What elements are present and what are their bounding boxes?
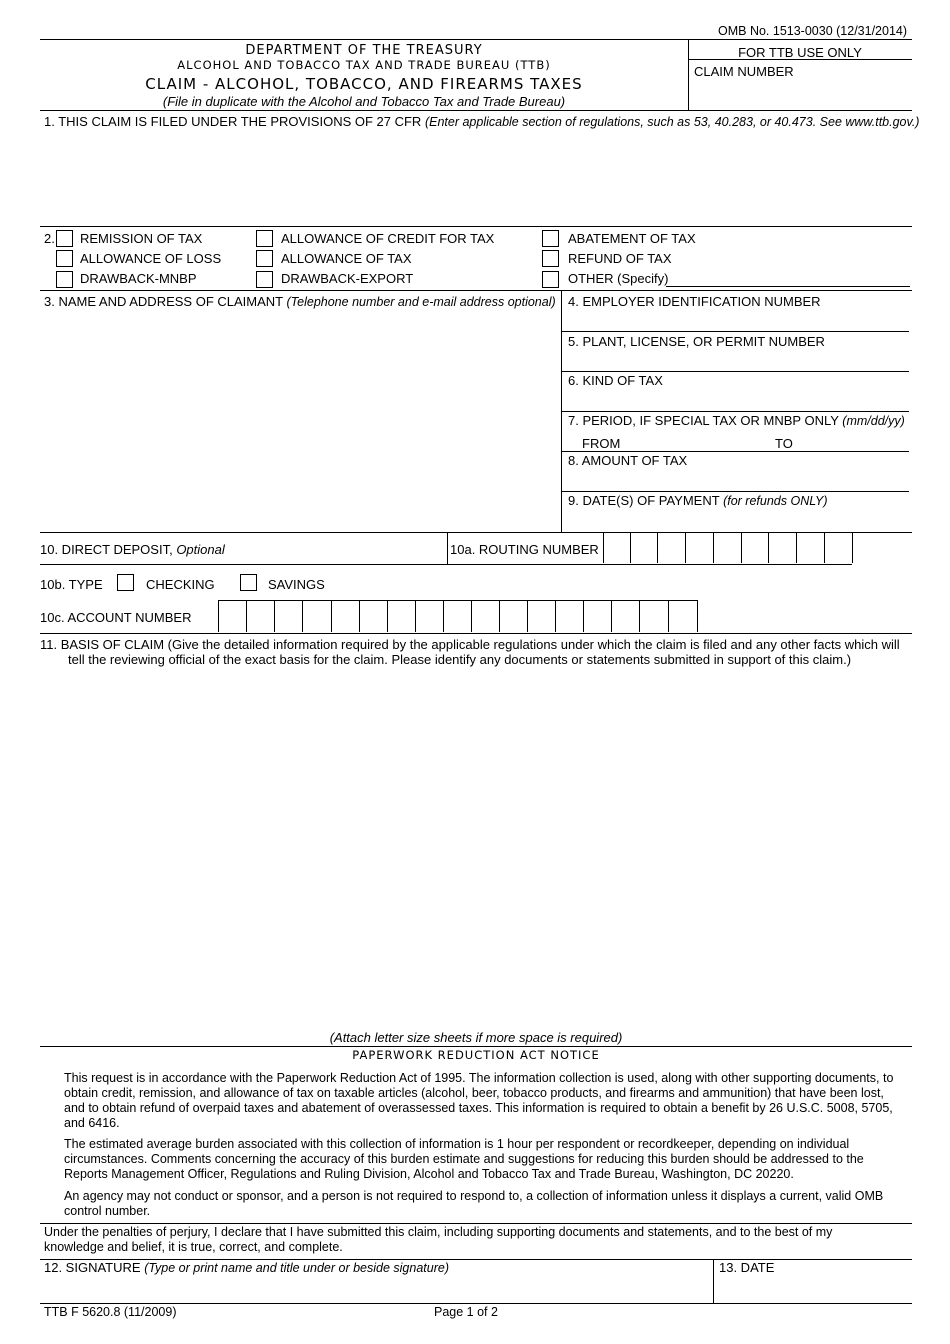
basis-of-claim-label: 11. BASIS OF CLAIM (Give the detailed information required by the applicable regulations under which the claim is filed and any other facts which will	[40, 637, 900, 652]
header-top-rule	[40, 39, 912, 40]
account-digit-5[interactable]	[331, 600, 360, 632]
form-title: CLAIM - ALCOHOL, TOBACCO, AND FIREARMS TAXES	[145, 75, 583, 93]
other-specify-label: OTHER (Specify)	[568, 271, 669, 286]
ttb-rule	[688, 59, 912, 60]
bureau-name: ALCOHOL AND TOBACCO TAX AND TRADE BUREAU (TTB)	[177, 58, 551, 72]
basis-of-claim-label-cont: tell the reviewing official of the exact basis for the claim. Please identify any documents or statements submitted in support of this claim.)	[68, 652, 852, 667]
cfr-provisions-field[interactable]	[44, 132, 910, 224]
account-digit-14[interactable]	[583, 600, 612, 632]
account-digit-11[interactable]	[499, 600, 528, 632]
savings-checkbox[interactable]	[240, 574, 257, 591]
checking-checkbox[interactable]	[117, 574, 134, 591]
remission-of-tax-label: REMISSION OF TAX	[80, 231, 203, 246]
permit-label: 5. PLANT, LICENSE, OR PERMIT NUMBER	[568, 334, 825, 349]
signature-divider	[713, 1259, 714, 1303]
amount-of-tax-label: 8. AMOUNT OF TAX	[568, 453, 688, 468]
omb-number: OMB No. 1513-0030 (12/31/2014)	[718, 24, 908, 38]
claimant-name-address-field[interactable]	[44, 312, 556, 528]
checking-label: CHECKING	[146, 577, 215, 592]
routing-digit-7[interactable]	[768, 533, 797, 563]
payment-date-field[interactable]	[566, 511, 908, 529]
department-name: DEPARTMENT OF THE TREASURY	[245, 43, 483, 58]
account-digit-13[interactable]	[555, 600, 584, 632]
attach-sheets-note: (Attach letter size sheets if more space is required)	[329, 1030, 623, 1045]
account-digit-6[interactable]	[359, 600, 388, 632]
date-label: 13. DATE	[719, 1260, 775, 1275]
drawback-export-checkbox[interactable]	[256, 271, 273, 288]
account-digit-3[interactable]	[274, 600, 303, 632]
kind-of-tax-label: 6. KIND OF TAX	[568, 373, 663, 388]
allowance-of-loss-checkbox[interactable]	[56, 250, 73, 267]
account-digit-1[interactable]	[218, 600, 247, 632]
period-to-field[interactable]	[796, 434, 906, 450]
kind-of-tax-field[interactable]	[566, 391, 908, 409]
item3-label: 3. NAME AND ADDRESS OF CLAIMANT (Telephone number and e-mail address optional)	[44, 294, 556, 309]
amount-of-tax-field[interactable]	[566, 471, 908, 489]
routing-number-label: 10a. ROUTING NUMBER	[450, 542, 599, 557]
account-number-label: 10c. ACCOUNT NUMBER	[40, 610, 192, 625]
allowance-of-loss-label: ALLOWANCE OF LOSS	[80, 251, 222, 266]
account-bottom-rule	[40, 633, 912, 634]
period-rule	[561, 451, 909, 452]
paperwork-title: PAPERWORK REDUCTION ACT NOTICE	[352, 1048, 600, 1062]
allowance-of-credit-checkbox[interactable]	[256, 230, 273, 247]
item1-hint: (Enter applicable section of regulations, such as 53, 40.283, or 40.473. See www.ttb.gov.)	[424, 115, 920, 129]
account-digit-7[interactable]	[387, 600, 416, 632]
deposit-rule	[40, 564, 852, 565]
account-digit-12[interactable]	[527, 600, 556, 632]
item1-rule	[40, 226, 912, 227]
abatement-of-tax-checkbox[interactable]	[542, 230, 559, 247]
signature-label: 12. SIGNATURE (Type or print name and title under or beside signature)	[44, 1260, 449, 1275]
signature-field[interactable]	[44, 1276, 708, 1301]
direct-deposit-label: 10. DIRECT DEPOSIT, Optional	[40, 542, 225, 557]
signature-bottom-rule	[40, 1303, 912, 1304]
date-field[interactable]	[717, 1276, 909, 1301]
claim-number-field[interactable]	[690, 80, 910, 108]
signature-hint: (Type or print name and title under or beside signature)	[144, 1261, 449, 1275]
allowance-of-tax-label: ALLOWANCE OF TAX	[281, 251, 412, 266]
paperwork-rule	[40, 1223, 912, 1224]
account-digit-15[interactable]	[611, 600, 640, 632]
drawback-mnbp-checkbox[interactable]	[56, 271, 73, 288]
period-label: 7. PERIOD, IF SPECIAL TAX OR MNBP ONLY (mm/dd/yy)	[568, 413, 905, 428]
savings-label: SAVINGS	[268, 577, 325, 592]
perjury-statement: Under the penalties of perjury, I declare that I have submitted this claim, including supporting documents and statements, and to the best of my knowledge and belief, it is true, correct, and complete.	[44, 1225, 833, 1254]
routing-digit-4[interactable]	[685, 533, 714, 563]
routing-divider	[447, 533, 448, 564]
routing-digit-8[interactable]	[796, 533, 825, 563]
abatement-of-tax-label: ABATEMENT OF TAX	[568, 231, 696, 246]
account-digit-16[interactable]	[639, 600, 669, 632]
claim-number-label: CLAIM NUMBER	[694, 64, 794, 79]
period-from-field[interactable]	[622, 434, 768, 450]
account-digit-9[interactable]	[443, 600, 472, 632]
amount-rule	[561, 491, 909, 492]
permit-field[interactable]	[566, 352, 908, 370]
form-number: TTB F 5620.8 (11/2009)	[44, 1305, 177, 1319]
account-digit-4[interactable]	[302, 600, 332, 632]
account-type-label: 10b. TYPE	[40, 577, 103, 592]
refund-of-tax-checkbox[interactable]	[542, 250, 559, 267]
drawback-mnbp-label: DRAWBACK-MNBP	[80, 271, 197, 286]
other-specify-checkbox[interactable]	[542, 271, 559, 288]
item11-rule	[40, 1046, 912, 1047]
basis-of-claim-field[interactable]	[44, 672, 910, 1028]
routing-digit-9[interactable]	[824, 533, 853, 563]
other-specify-field[interactable]	[666, 286, 910, 287]
period-from-label: FROM	[582, 436, 621, 451]
item3-hint: (Telephone number and e-mail address optional)	[286, 295, 556, 309]
ein-field[interactable]	[566, 312, 908, 330]
form-subtitle: (File in duplicate with the Alcohol and Tobacco Tax and Trade Bureau)	[162, 94, 566, 109]
item2-number: 2.	[44, 231, 55, 246]
refund-of-tax-label: REFUND OF TAX	[568, 251, 672, 266]
routing-digit-6[interactable]	[741, 533, 769, 563]
paperwork-paragraph-2: The estimated average burden associated with this collection of information is 1 hour per respondent or recordkeeper, depending on individual circumstances. Comments concerning the accuracy of this burden estimate and suggestions for reducing this burden should be addressed to the Reports Management Officer, Regulations and Ruling Division, Alcohol and Tobacco Tax and Trade Bureau, Washington, DC 20220.	[64, 1137, 864, 1181]
period-hint: (mm/dd/yy)	[842, 414, 905, 428]
ein-rule	[561, 331, 909, 332]
ttb-use-only: FOR TTB USE ONLY	[738, 45, 862, 60]
remission-of-tax-checkbox[interactable]	[56, 230, 73, 247]
kind-rule	[561, 411, 909, 412]
payment-date-label: 9. DATE(S) OF PAYMENT (for refunds ONLY)	[568, 493, 828, 508]
drawback-export-label: DRAWBACK-EXPORT	[281, 271, 414, 286]
paperwork-paragraph-1: This request is in accordance with the Paperwork Reduction Act of 1995. The information collection is used, along with other supporting documents, to obtain credit, remission, and allowance of tax on taxable articles (alcohol, beer, tobacco products, and firearms and ammunition) that have been lost, and to obtain refund of overpaid taxes and abatement of overassessed taxes. This information is required to obtain a benefit by 26 U.S.C. 5008, 5705, and 6416.	[64, 1071, 894, 1130]
direct-deposit-optional: Optional	[176, 542, 225, 557]
payment-date-hint: (for refunds ONLY)	[723, 494, 828, 508]
routing-digit-5[interactable]	[713, 533, 742, 563]
period-to-label: TO	[775, 436, 793, 451]
item1-label: 1. THIS CLAIM IS FILED UNDER THE PROVISIONS OF 27 CFR (Enter applicable section of regulations, such as 53, 40.283, or 40.473. See www.ttb.gov.)	[44, 114, 920, 129]
routing-digit-2[interactable]	[630, 533, 658, 563]
paperwork-paragraph-3: An agency may not conduct or sponsor, and a person is not required to respond to, a collection of information unless it displays a current, valid OMB control number.	[64, 1189, 884, 1218]
account-digit-2[interactable]	[246, 600, 275, 632]
account-digit-10[interactable]	[471, 600, 500, 632]
account-digit-17[interactable]	[668, 600, 698, 632]
item2-rule	[40, 290, 912, 291]
allowance-of-credit-label: ALLOWANCE OF CREDIT FOR TAX	[281, 231, 495, 246]
routing-digit-3[interactable]	[657, 533, 686, 563]
allowance-of-tax-checkbox[interactable]	[256, 250, 273, 267]
account-digit-8[interactable]	[415, 600, 444, 632]
ein-label: 4. EMPLOYER IDENTIFICATION NUMBER	[568, 294, 821, 309]
routing-digit-1[interactable]	[603, 533, 631, 563]
page-number: Page 1 of 2	[434, 1305, 498, 1319]
header-bottom-rule	[40, 110, 912, 111]
permit-rule	[561, 371, 909, 372]
